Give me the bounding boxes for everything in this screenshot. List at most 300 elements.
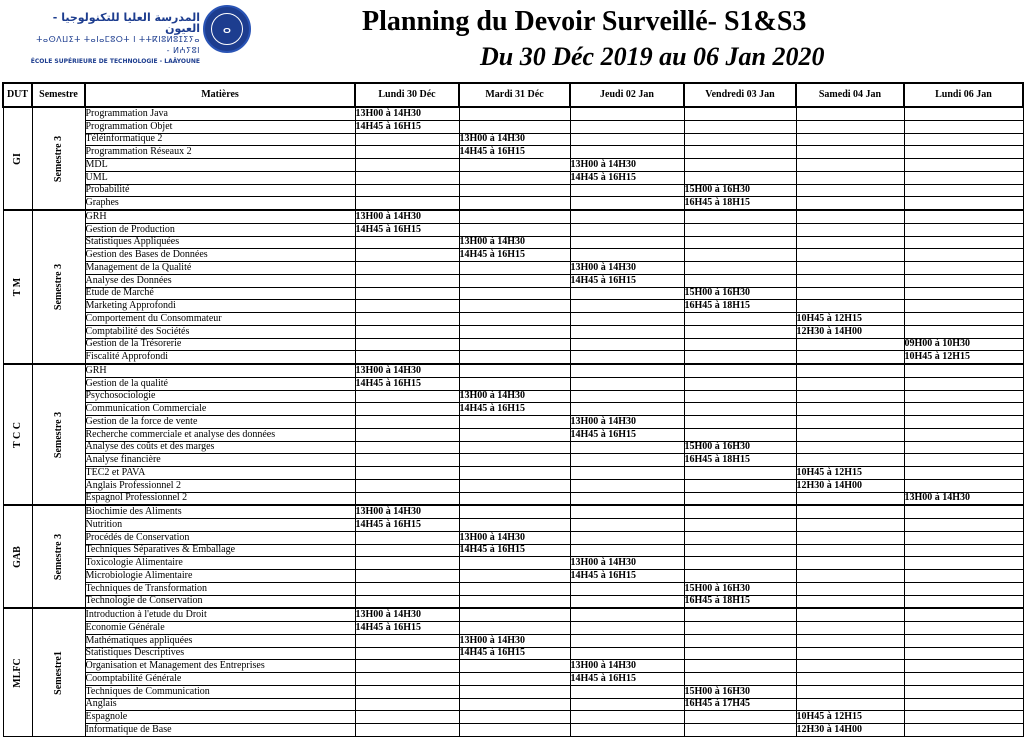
subject-cell: Programmation Java xyxy=(85,107,355,120)
subject-cell: Fiscalité Approfondi xyxy=(85,351,355,364)
exam-slot-cell xyxy=(796,492,904,505)
exam-slot-cell xyxy=(796,698,904,711)
exam-slot-cell xyxy=(796,428,904,441)
exam-slot-cell xyxy=(796,685,904,698)
exam-slot-cell xyxy=(355,492,459,505)
exam-slot-cell: 13H00 à 14H30 xyxy=(570,159,684,172)
subject-cell: Marketing Approfondi xyxy=(85,300,355,313)
exam-slot-cell xyxy=(796,249,904,262)
exam-slot-cell xyxy=(904,441,1023,454)
exam-slot-cell: 12H30 à 14H00 xyxy=(796,325,904,338)
table-row xyxy=(3,479,1023,492)
exam-slot-cell xyxy=(796,197,904,210)
exam-slot-cell xyxy=(459,223,570,236)
table-row xyxy=(3,338,1023,351)
exam-slot-cell xyxy=(796,647,904,660)
dut-cell xyxy=(3,210,32,364)
col-header-day: Samedi 04 Jan xyxy=(796,83,904,107)
exam-slot-cell xyxy=(796,595,904,608)
subject-cell: Economie Générale xyxy=(85,622,355,635)
exam-slot-cell xyxy=(459,557,570,570)
exam-slot-cell xyxy=(684,608,796,621)
exam-slot-cell xyxy=(796,403,904,416)
exam-slot-cell xyxy=(904,479,1023,492)
exam-slot-cell xyxy=(904,724,1023,737)
exam-slot-cell xyxy=(904,595,1023,608)
exam-slot-cell xyxy=(459,210,570,223)
table-row xyxy=(3,467,1023,480)
exam-slot-cell: 12H30 à 14H00 xyxy=(796,724,904,737)
exam-slot-cell xyxy=(796,120,904,133)
exam-slot-cell: 16H45 à 18H15 xyxy=(684,197,796,210)
table-row xyxy=(3,441,1023,454)
subject-cell: Programmation Objet xyxy=(85,120,355,133)
subject-cell: Téléinformatique 2 xyxy=(85,133,355,146)
school-name-french: ÉCOLE SUPÉRIEURE DE TECHNOLOGIE - LAÂYOUNE xyxy=(30,58,200,65)
exam-slot-cell xyxy=(355,351,459,364)
table-row xyxy=(3,377,1023,390)
subject-cell: Techniques de Communication xyxy=(85,685,355,698)
exam-slot-cell xyxy=(570,300,684,313)
exam-slot-cell xyxy=(796,159,904,172)
exam-slot-cell xyxy=(459,724,570,737)
exam-slot-cell: 14H45 à 16H15 xyxy=(355,120,459,133)
exam-slot-cell xyxy=(684,338,796,351)
exam-slot-cell xyxy=(459,570,570,583)
exam-slot-cell xyxy=(355,300,459,313)
col-header-day: Lundi 30 Déc xyxy=(355,83,459,107)
exam-slot-cell xyxy=(904,544,1023,557)
exam-slot-cell: 14H45 à 16H15 xyxy=(570,428,684,441)
exam-slot-cell: 13H00 à 14H30 xyxy=(355,210,459,223)
exam-slot-cell xyxy=(796,262,904,275)
exam-slot-cell xyxy=(570,492,684,505)
exam-slot-cell xyxy=(570,120,684,133)
exam-slot-cell xyxy=(796,660,904,673)
exam-slot-cell xyxy=(459,595,570,608)
exam-slot-cell xyxy=(684,428,796,441)
exam-slot-cell xyxy=(570,223,684,236)
semestre-label: Semestre 3 xyxy=(52,411,64,458)
exam-slot-cell xyxy=(796,171,904,184)
col-header-day: Vendredi 03 Jan xyxy=(684,83,796,107)
dut-label: GAB xyxy=(11,545,23,568)
exam-slot-cell xyxy=(796,338,904,351)
subject-cell: Gestion de la qualité xyxy=(85,377,355,390)
table-row xyxy=(3,608,1023,621)
dut-label: GI xyxy=(11,152,23,165)
subject-cell: Statistiques Descriptives xyxy=(85,647,355,660)
subject-cell: Programmation Réseaux 2 xyxy=(85,146,355,159)
exam-slot-cell xyxy=(459,338,570,351)
exam-slot-cell xyxy=(684,544,796,557)
exam-slot-cell xyxy=(796,622,904,635)
exam-slot-cell xyxy=(459,377,570,390)
exam-slot-cell xyxy=(355,159,459,172)
exam-slot-cell xyxy=(904,416,1023,429)
table-row xyxy=(3,685,1023,698)
exam-slot-cell xyxy=(355,274,459,287)
exam-slot-cell xyxy=(904,223,1023,236)
exam-slot-cell: 13H00 à 14H30 xyxy=(459,133,570,146)
col-header-semestre: Semestre xyxy=(32,83,85,107)
exam-slot-cell: 14H45 à 16H15 xyxy=(355,622,459,635)
exam-slot-cell xyxy=(459,416,570,429)
exam-slot-cell xyxy=(904,519,1023,532)
subject-cell: GRH xyxy=(85,364,355,377)
exam-slot-cell xyxy=(684,325,796,338)
exam-slot-cell xyxy=(355,184,459,197)
exam-slot-cell xyxy=(570,338,684,351)
exam-slot-cell xyxy=(904,313,1023,326)
exam-slot-cell xyxy=(904,557,1023,570)
exam-slot-cell xyxy=(355,557,459,570)
table-row xyxy=(3,107,1023,120)
semestre-cell xyxy=(32,107,85,210)
table-row xyxy=(3,300,1023,313)
exam-slot-cell xyxy=(796,146,904,159)
exam-slot-cell xyxy=(904,467,1023,480)
exam-slot-cell xyxy=(796,210,904,223)
col-header-matieres: Matières xyxy=(85,83,355,107)
exam-slot-cell xyxy=(904,582,1023,595)
exam-slot-cell xyxy=(904,454,1023,467)
exam-slot-cell xyxy=(684,364,796,377)
semestre-label: Semestre 3 xyxy=(52,135,64,182)
exam-slot-cell: 14H45 à 16H15 xyxy=(355,519,459,532)
exam-slot-cell xyxy=(459,300,570,313)
exam-slot-cell xyxy=(355,711,459,724)
exam-slot-cell: 14H45 à 16H15 xyxy=(570,570,684,583)
subject-cell: Anglais Professionnel 2 xyxy=(85,479,355,492)
exam-slot-cell xyxy=(355,467,459,480)
table-body xyxy=(3,107,1023,736)
table-row xyxy=(3,313,1023,326)
exam-slot-cell xyxy=(904,146,1023,159)
exam-slot-cell xyxy=(904,608,1023,621)
exam-slot-cell xyxy=(796,107,904,120)
exam-slot-cell xyxy=(459,685,570,698)
table-row xyxy=(3,159,1023,172)
exam-slot-cell xyxy=(904,505,1023,518)
exam-slot-cell xyxy=(796,223,904,236)
table-row xyxy=(3,454,1023,467)
exam-slot-cell xyxy=(904,403,1023,416)
exam-slot-cell xyxy=(684,479,796,492)
exam-slot-cell xyxy=(459,492,570,505)
exam-slot-cell xyxy=(355,197,459,210)
exam-slot-cell xyxy=(796,634,904,647)
semestre-label: Semestre 3 xyxy=(52,533,64,580)
exam-slot-cell: 10H45 à 12H15 xyxy=(796,313,904,326)
exam-slot-cell xyxy=(570,582,684,595)
exam-slot-cell xyxy=(459,479,570,492)
subject-cell: Techniques de Transformation xyxy=(85,582,355,595)
exam-slot-cell: 16H45 à 18H15 xyxy=(684,454,796,467)
exam-slot-cell xyxy=(459,262,570,275)
exam-slot-cell xyxy=(684,724,796,737)
exam-slot-cell: 12H30 à 14H00 xyxy=(796,479,904,492)
semestre-cell xyxy=(32,210,85,364)
table-row xyxy=(3,236,1023,249)
exam-slot-cell xyxy=(570,390,684,403)
dut-label: T M xyxy=(11,277,23,297)
exam-slot-cell xyxy=(570,210,684,223)
exam-slot-cell xyxy=(684,236,796,249)
exam-slot-cell xyxy=(684,120,796,133)
exam-slot-cell xyxy=(684,262,796,275)
table-row xyxy=(3,403,1023,416)
subject-cell: Toxicologie Alimentaire xyxy=(85,557,355,570)
exam-slot-cell xyxy=(684,210,796,223)
exam-slot-cell xyxy=(904,685,1023,698)
subject-cell: Management de la Qualité xyxy=(85,262,355,275)
subject-cell: Gestion de la force de vente xyxy=(85,416,355,429)
exam-slot-cell xyxy=(355,531,459,544)
emblem-glyph: ⴰ xyxy=(211,13,243,45)
table-row xyxy=(3,505,1023,518)
exam-slot-cell xyxy=(796,416,904,429)
exam-slot-cell xyxy=(684,467,796,480)
dut-label: T C C xyxy=(11,421,23,448)
exam-slot-cell xyxy=(355,146,459,159)
exam-slot-cell: 14H45 à 16H15 xyxy=(570,673,684,686)
exam-slot-cell xyxy=(904,390,1023,403)
subject-cell: Gestion de la Trésorerie xyxy=(85,338,355,351)
exam-slot-cell xyxy=(355,634,459,647)
exam-slot-cell: 16H45 à 17H45 xyxy=(684,698,796,711)
exam-slot-cell: 14H45 à 16H15 xyxy=(459,544,570,557)
exam-slot-cell xyxy=(355,582,459,595)
exam-slot-cell: 10H45 à 12H15 xyxy=(796,711,904,724)
exam-slot-cell xyxy=(570,184,684,197)
exam-slot-cell xyxy=(459,673,570,686)
col-header-day: Lundi 06 Jan xyxy=(904,83,1023,107)
exam-slot-cell xyxy=(796,531,904,544)
subject-cell: Introduction à l'etude du Droit xyxy=(85,608,355,621)
exam-slot-cell xyxy=(355,428,459,441)
subject-cell: Gestion des Bases de Données xyxy=(85,249,355,262)
subject-cell: Informatique de Base xyxy=(85,724,355,737)
exam-slot-cell xyxy=(459,197,570,210)
planning-table xyxy=(2,82,1024,737)
exam-slot-cell xyxy=(570,325,684,338)
exam-slot-cell xyxy=(684,146,796,159)
exam-slot-cell xyxy=(459,467,570,480)
dut-cell xyxy=(3,505,32,608)
school-name-arabic: المدرسة العليا للتكنولوجيا - العيون xyxy=(52,11,200,35)
subject-cell: Espagnole xyxy=(85,711,355,724)
exam-slot-cell xyxy=(684,377,796,390)
subject-cell: TEC2 et PAVA xyxy=(85,467,355,480)
exam-slot-cell: 14H45 à 16H15 xyxy=(355,223,459,236)
exam-slot-cell: 15H00 à 16H30 xyxy=(684,287,796,300)
table-row xyxy=(3,287,1023,300)
exam-slot-cell xyxy=(355,249,459,262)
exam-slot-cell: 15H00 à 16H30 xyxy=(684,184,796,197)
exam-slot-cell xyxy=(459,287,570,300)
exam-slot-cell xyxy=(355,171,459,184)
exam-slot-cell xyxy=(796,582,904,595)
exam-slot-cell xyxy=(570,531,684,544)
table-row xyxy=(3,634,1023,647)
exam-slot-cell: 14H45 à 16H15 xyxy=(459,403,570,416)
exam-slot-cell: 13H00 à 14H30 xyxy=(459,531,570,544)
exam-slot-cell xyxy=(796,236,904,249)
exam-slot-cell: 13H00 à 14H30 xyxy=(904,492,1023,505)
exam-slot-cell xyxy=(459,622,570,635)
semestre-cell xyxy=(32,608,85,736)
exam-slot-cell xyxy=(570,133,684,146)
exam-slot-cell xyxy=(355,325,459,338)
table-row xyxy=(3,428,1023,441)
table-row xyxy=(3,210,1023,223)
exam-slot-cell xyxy=(684,313,796,326)
exam-slot-cell xyxy=(904,622,1023,635)
table-row xyxy=(3,698,1023,711)
col-header-dut: DUT xyxy=(3,83,32,107)
exam-slot-cell xyxy=(904,120,1023,133)
exam-slot-cell xyxy=(684,505,796,518)
exam-slot-cell xyxy=(684,647,796,660)
table-row xyxy=(3,416,1023,429)
table-row xyxy=(3,492,1023,505)
exam-slot-cell xyxy=(570,479,684,492)
exam-slot-cell xyxy=(796,133,904,146)
subject-cell: Analyse des coûts et des marges xyxy=(85,441,355,454)
dut-label: MLFC xyxy=(11,657,23,688)
exam-slot-cell xyxy=(570,441,684,454)
subject-cell: Mathématiques appliquées xyxy=(85,634,355,647)
school-name-block xyxy=(30,12,200,67)
exam-slot-cell: 14H45 à 16H15 xyxy=(459,647,570,660)
exam-slot-cell xyxy=(904,107,1023,120)
table-row xyxy=(3,519,1023,532)
subject-cell: Statistiques Appliquées xyxy=(85,236,355,249)
exam-slot-cell xyxy=(355,660,459,673)
exam-slot-cell xyxy=(904,171,1023,184)
exam-slot-cell xyxy=(904,300,1023,313)
exam-slot-cell xyxy=(684,390,796,403)
exam-slot-cell xyxy=(570,287,684,300)
exam-slot-cell xyxy=(684,634,796,647)
subject-cell: GRH xyxy=(85,210,355,223)
exam-slot-cell xyxy=(684,159,796,172)
exam-slot-cell xyxy=(684,622,796,635)
table-row xyxy=(3,390,1023,403)
exam-slot-cell xyxy=(904,647,1023,660)
exam-slot-cell xyxy=(904,634,1023,647)
exam-slot-cell xyxy=(355,479,459,492)
exam-slot-cell xyxy=(684,416,796,429)
exam-slot-cell: 13H00 à 14H30 xyxy=(355,505,459,518)
table-row xyxy=(3,197,1023,210)
document-header xyxy=(0,0,1024,80)
exam-slot-cell xyxy=(904,287,1023,300)
exam-slot-cell xyxy=(459,325,570,338)
subject-cell: Probabilité xyxy=(85,184,355,197)
exam-slot-cell: 15H00 à 16H30 xyxy=(684,582,796,595)
exam-slot-cell xyxy=(904,197,1023,210)
exam-slot-cell xyxy=(904,159,1023,172)
exam-slot-cell xyxy=(904,673,1023,686)
table-row xyxy=(3,647,1023,660)
table-row xyxy=(3,724,1023,737)
exam-slot-cell xyxy=(570,634,684,647)
exam-slot-cell xyxy=(684,133,796,146)
school-name-tifinagh: ⵜⴰⵙⴷⵡⵉⵜ ⵜⴰⵏⴰⵎⵓⵔⵜ ⵏ ⵜⵜⴽⵏⵓⵍⵓⵊⵉⵢⴰ - ⵍⵄⵢⵓⵏ xyxy=(36,35,200,55)
table-row xyxy=(3,249,1023,262)
exam-slot-cell xyxy=(459,428,570,441)
subject-cell: Coomptabilité Générale xyxy=(85,673,355,686)
exam-slot-cell xyxy=(570,698,684,711)
exam-slot-cell xyxy=(570,107,684,120)
subject-cell: Organisation et Management des Entreprises xyxy=(85,660,355,673)
exam-slot-cell xyxy=(459,660,570,673)
exam-slot-cell xyxy=(570,519,684,532)
exam-slot-cell xyxy=(355,133,459,146)
table-row xyxy=(3,351,1023,364)
exam-slot-cell xyxy=(796,673,904,686)
exam-slot-cell xyxy=(796,454,904,467)
exam-slot-cell xyxy=(684,660,796,673)
exam-slot-cell xyxy=(904,274,1023,287)
exam-slot-cell xyxy=(684,557,796,570)
exam-slot-cell xyxy=(570,685,684,698)
exam-slot-cell xyxy=(459,313,570,326)
exam-slot-cell xyxy=(355,236,459,249)
exam-slot-cell xyxy=(355,441,459,454)
exam-slot-cell xyxy=(684,249,796,262)
exam-slot-cell: 13H00 à 14H30 xyxy=(355,608,459,621)
exam-slot-cell xyxy=(904,133,1023,146)
exam-slot-cell xyxy=(355,724,459,737)
table-row xyxy=(3,171,1023,184)
subject-cell: Communication Commerciale xyxy=(85,403,355,416)
exam-slot-cell xyxy=(459,274,570,287)
subject-cell: Etude de Marché xyxy=(85,287,355,300)
exam-slot-cell xyxy=(570,647,684,660)
exam-slot-cell: 13H00 à 14H30 xyxy=(459,634,570,647)
exam-slot-cell xyxy=(904,262,1023,275)
exam-slot-cell xyxy=(796,608,904,621)
exam-slot-cell: 10H45 à 12H15 xyxy=(904,351,1023,364)
exam-slot-cell xyxy=(904,184,1023,197)
exam-slot-cell xyxy=(684,351,796,364)
exam-slot-cell xyxy=(355,403,459,416)
exam-slot-cell xyxy=(796,519,904,532)
exam-slot-cell: 14H45 à 16H15 xyxy=(459,146,570,159)
exam-slot-cell: 13H00 à 14H30 xyxy=(355,107,459,120)
exam-slot-cell: 13H00 à 14H30 xyxy=(570,557,684,570)
subject-cell: Procédés de Conservation xyxy=(85,531,355,544)
dut-cell xyxy=(3,608,32,736)
exam-slot-cell xyxy=(796,377,904,390)
exam-slot-cell: 10H45 à 12H15 xyxy=(796,467,904,480)
table-row xyxy=(3,325,1023,338)
exam-slot-cell xyxy=(796,351,904,364)
exam-slot-cell xyxy=(684,403,796,416)
exam-slot-cell xyxy=(459,159,570,172)
table-row xyxy=(3,557,1023,570)
table-row xyxy=(3,223,1023,236)
subject-cell: Psychosociologie xyxy=(85,390,355,403)
table-row xyxy=(3,146,1023,159)
page-title: Planning du Devoir Surveillé- S1&S3 xyxy=(362,6,807,37)
exam-slot-cell xyxy=(459,171,570,184)
exam-slot-cell xyxy=(355,698,459,711)
subject-cell: Gestion de Production xyxy=(85,223,355,236)
